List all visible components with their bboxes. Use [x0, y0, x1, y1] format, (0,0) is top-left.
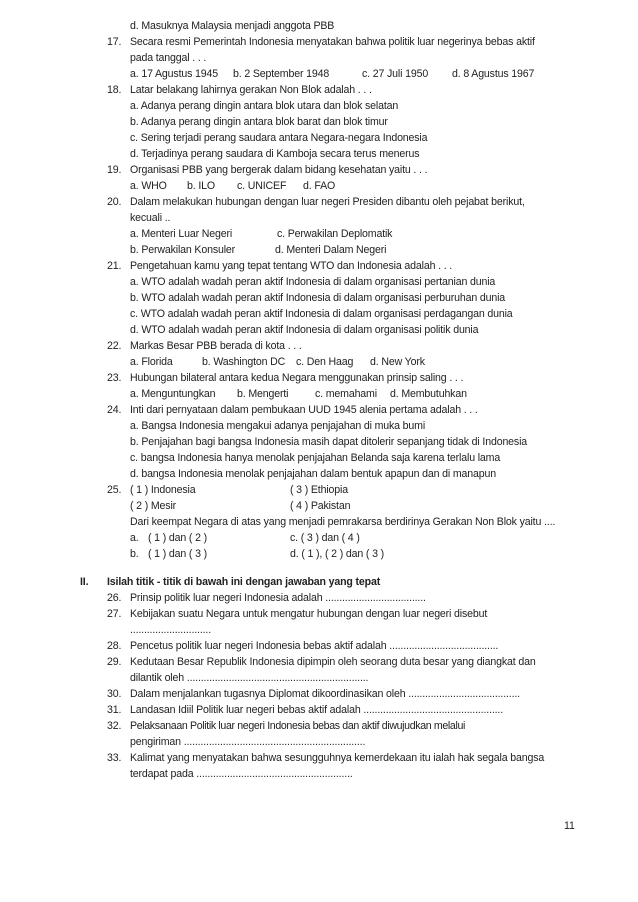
option-a: a. WHO [130, 180, 167, 192]
question-text: Dalam menjalankan tugasnya Diplomat dikoordinasikan oleh ........................................ [130, 688, 520, 700]
option-c: c. WTO adalah wadah peran aktif Indonesia di dalam organisasi perdagangan dunia [130, 308, 513, 320]
question-number: 24. [107, 404, 122, 416]
option-d: d. WTO adalah wadah peran aktif Indonesia di dalam organisasi politik dunia [130, 324, 479, 336]
question-text: dilantik oleh ................................................................. [130, 672, 369, 684]
question-text: Pengetahuan kamu yang tepat tentang WTO dan Indonesia adalah . . . [130, 260, 453, 272]
country-2: ( 2 ) Mesir [130, 500, 177, 512]
option-c: c. Sering terjadi perang saudara antara Negara-negara Indonesia [130, 132, 428, 144]
option-d: d. Membutuhkan [390, 388, 467, 400]
question-text: pada tanggal . . . [130, 52, 207, 64]
question-number: 18. [107, 84, 122, 96]
option-c: c. Den Haag [296, 356, 354, 368]
question-number: 33. [107, 752, 122, 764]
question-text: Pencetus politik luar negeri Indonesia bebas aktif adalah ....................................... [130, 640, 499, 652]
country-4: ( 4 ) Pakistan [290, 500, 351, 512]
option-c: c. memahami [315, 388, 377, 400]
question-number: 17. [107, 36, 122, 48]
question-number: 27. [107, 608, 122, 620]
question-number: 31. [107, 704, 122, 716]
question-text: Secara resmi Pemerintah Indonesia menyatakan bahwa politik luar negerinya bebas aktif [130, 36, 535, 48]
option-c: c. 27 Juli 1950 [362, 68, 429, 80]
option-d: d. Terjadinya perang saudara di Kamboja secara terus menerus [130, 148, 420, 160]
question-text: Markas Besar PBB berada di kota . . . [130, 340, 302, 352]
question-text: Dari keempat Negara di atas yang menjadi pemrakarsa berdirinya Gerakan Non Blok yaitu .... [130, 516, 556, 528]
question-number: 21. [107, 260, 122, 272]
option-a: a. Menguntungkan [130, 388, 216, 400]
option-d: d. bangsa Indonesia menolak penjajahan dalam bentuk apapun dan di manapun [130, 468, 497, 480]
question-text: Latar belakang lahirnya gerakan Non Blok adalah . . . [130, 84, 372, 96]
option-b: b. Perwakilan Konsuler [130, 244, 236, 256]
option-c: c. UNICEF [237, 180, 287, 192]
question-text: Landasan Idiil Politik luar negeri bebas aktif adalah .................................................. [130, 704, 504, 716]
question-number: 20. [107, 196, 122, 208]
option-a: a. Florida [130, 356, 173, 368]
option-d: d. Menteri Dalam Negeri [275, 244, 387, 256]
page-number: 11 [564, 820, 575, 832]
option-a: ( 1 ) dan ( 2 ) [148, 532, 207, 544]
option-b: b. Washington DC [202, 356, 286, 368]
option-b: b. WTO adalah wadah peran aktif Indonesia di dalam organisasi perburuhan dunia [130, 292, 506, 304]
question-number: 30. [107, 688, 122, 700]
option-b: b. Mengerti [237, 388, 289, 400]
question-number: 26. [107, 592, 122, 604]
question-number: 28. [107, 640, 122, 652]
question-text: Prinsip politik luar negeri Indonesia adalah .................................... [130, 592, 426, 604]
option-d: d. 8 Agustus 1967 [452, 68, 535, 80]
question-text: Hubungan bilateral antara kedua Negara menggunakan prinsip saling . . . [130, 372, 464, 384]
question-text: Kalimat yang menyatakan bahwa sesungguhnya kemerdekaan itu ialah hak segala bangsa [130, 752, 545, 764]
question-text: kecuali .. [130, 212, 171, 224]
question-text: Dalam melakukan hubungan dengan luar negeri Presiden dibantu oleh pejabat berikut, [130, 196, 525, 208]
option-b: ( 1 ) dan ( 3 ) [148, 548, 207, 560]
option-c: c. ( 3 ) dan ( 4 ) [290, 532, 360, 544]
option-a: a. WTO adalah wadah peran aktif Indonesia di dalam organisasi pertanian dunia [130, 276, 496, 288]
section-number: II. [80, 576, 89, 588]
option-d: d. FAO [303, 180, 336, 192]
question-text: terdapat pada ........................................................ [130, 768, 353, 780]
question-number: 22. [107, 340, 122, 352]
option-label-a: a. [130, 532, 139, 544]
option-c: c. bangsa Indonesia hanya menolak penjajahan Belanda saja karena terlalu lama [130, 452, 501, 464]
question-text: Pelaksanaan Politik luar negeri Indonesia bebas dan aktif diwujudkan melalui [130, 720, 465, 732]
question-text: Kedutaan Besar Republik Indonesia dipimpin oleh seorang duta besar yang diangkat dan [130, 656, 536, 668]
question-number: 23. [107, 372, 122, 384]
answer-blank: ............................. [130, 624, 212, 636]
question-number: 25. [107, 484, 122, 496]
option-c: c. Perwakilan Deplomatik [277, 228, 393, 240]
question-text: Inti dari pernyataan dalam pembukaan UUD 1945 alenia pertama adalah . . . [130, 404, 478, 416]
question-number: 29. [107, 656, 122, 668]
question-text: pengiriman ................................................................. [130, 736, 366, 748]
section-title: Isilah titik - titik di bawah ini dengan jawaban yang tepat [107, 576, 381, 588]
option-b: b. 2 September 1948 [233, 68, 330, 80]
country-3: ( 3 ) Ethiopia [290, 484, 348, 496]
option-b: b. Adanya perang dingin antara blok barat dan blok timur [130, 116, 388, 128]
question-number: 19. [107, 164, 122, 176]
option-a: a. Adanya perang dingin antara blok utara dan blok selatan [130, 100, 399, 112]
option-b: b. Penjajahan bagi bangsa Indonesia masih dapat ditolerir sepanjang tidak di Indonesia [130, 436, 528, 448]
option-text: d. Masuknya Malaysia menjadi anggota PBB [130, 20, 335, 32]
country-1: ( 1 ) Indonesia [130, 484, 196, 496]
option-label-b: b. [130, 548, 139, 560]
option-b: b. ILO [187, 180, 215, 192]
question-text: Kebijakan suatu Negara untuk mengatur hubungan dengan luar negeri disebut [130, 608, 488, 620]
option-d: d. ( 1 ), ( 2 ) dan ( 3 ) [290, 548, 384, 560]
option-a: a. 17 Agustus 1945 [130, 68, 219, 80]
question-number: 32. [107, 720, 122, 732]
option-a: a. Menteri Luar Negeri [130, 228, 233, 240]
question-text: Organisasi PBB yang bergerak dalam bidang kesehatan yaitu . . . [130, 164, 428, 176]
option-a: a. Bangsa Indonesia mengakui adanya penjajahan di muka bumi [130, 420, 426, 432]
option-d: d. New York [370, 356, 425, 368]
